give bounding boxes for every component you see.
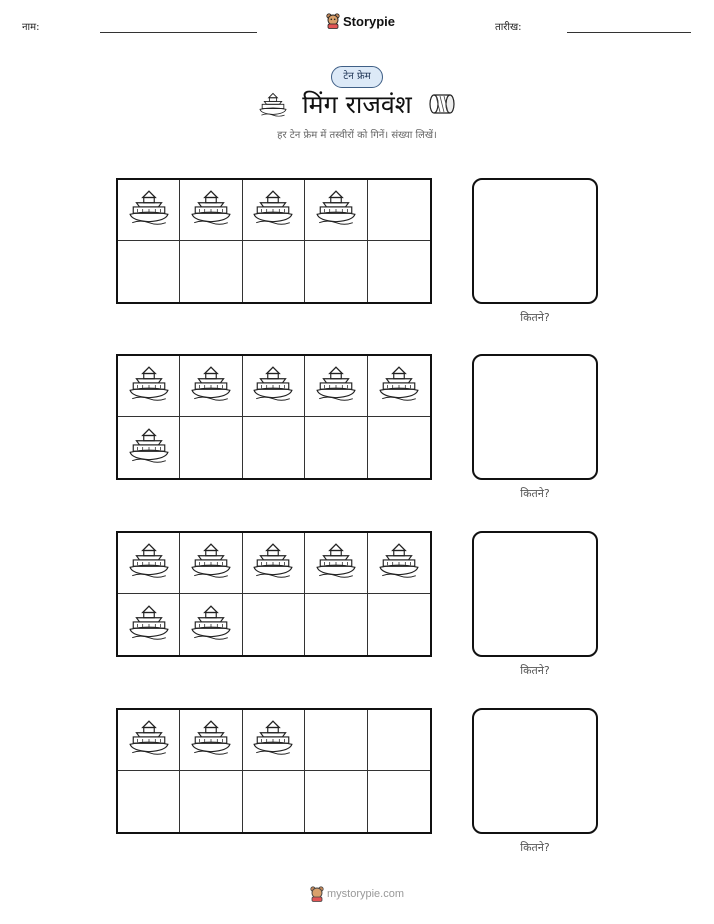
palace-icon	[252, 364, 294, 408]
ten-frame-cell	[305, 594, 367, 655]
ten-frame-cell	[180, 710, 242, 771]
ten-frame-cell	[368, 771, 430, 832]
palace-icon	[128, 718, 170, 762]
palace-icon	[252, 188, 294, 232]
palace-icon	[315, 541, 357, 585]
ten-frame-cell	[180, 241, 242, 302]
ten-frame-cell	[305, 417, 367, 478]
ten-frame-cell	[243, 533, 305, 594]
ten-frame-cell	[368, 533, 430, 594]
count-prompt: कितने?	[520, 841, 550, 854]
name-label: नाम:	[22, 22, 40, 33]
ten-frame-cell	[118, 710, 180, 771]
date-line[interactable]	[567, 32, 691, 33]
ten-frame-cell	[243, 771, 305, 832]
palace-icon	[128, 364, 170, 408]
brand-logo	[326, 13, 395, 29]
page-title: मिंग राजवंश	[302, 90, 412, 119]
count-prompt: कितने?	[520, 487, 550, 500]
answer-box[interactable]	[472, 531, 598, 657]
ten-frame-cell	[180, 771, 242, 832]
palace-icon	[378, 364, 420, 408]
ten-frame	[116, 354, 432, 480]
ten-frame-cell	[368, 356, 430, 417]
instructions: हर टेन फ्रेम में तस्वीरों को गिनें। संख्या लिखें।	[277, 130, 437, 141]
palace-icon	[252, 541, 294, 585]
ten-frame-cell	[305, 241, 367, 302]
ten-frame-cell	[368, 180, 430, 241]
ten-frame-cell	[180, 356, 242, 417]
palace-icon	[190, 718, 232, 762]
palace-icon	[315, 364, 357, 408]
palace-icon	[128, 426, 170, 470]
answer-box[interactable]	[472, 708, 598, 834]
palace-icon	[190, 188, 232, 232]
ten-frame-cell	[243, 594, 305, 655]
ten-frame-cell	[180, 533, 242, 594]
ten-frame-cell	[118, 241, 180, 302]
mascot-icon	[310, 886, 324, 902]
ten-frame-cell	[180, 594, 242, 655]
ten-frame-cell	[118, 417, 180, 478]
ten-frame-cell	[368, 241, 430, 302]
answer-box[interactable]	[472, 178, 598, 304]
ten-frame-cell	[305, 533, 367, 594]
ten-frame	[116, 178, 432, 304]
ten-frame	[116, 531, 432, 657]
ten-frame-cell	[243, 417, 305, 478]
palace-icon	[128, 603, 170, 647]
answer-box[interactable]	[472, 354, 598, 480]
brand-name: Storypie	[343, 13, 396, 29]
date-label: तारीख:	[495, 22, 522, 33]
palace-icon	[252, 718, 294, 762]
palace-icon	[190, 364, 232, 408]
name-line[interactable]	[100, 32, 257, 33]
ten-frame-cell	[118, 771, 180, 832]
ten-frame-cell	[180, 417, 242, 478]
count-prompt: कितने?	[520, 311, 550, 324]
ten-frame-cell	[305, 710, 367, 771]
ten-frame-cell	[243, 710, 305, 771]
footer-url: mystorypie.com	[327, 888, 405, 900]
ten-frame-cell	[368, 417, 430, 478]
palace-icon	[190, 541, 232, 585]
ten-frame-cell	[243, 356, 305, 417]
count-prompt: कितने?	[520, 664, 550, 677]
footer	[310, 886, 404, 902]
ten-frame-cell	[243, 241, 305, 302]
ten-frame-cell	[180, 180, 242, 241]
mascot-icon	[326, 13, 340, 29]
topic-badge: टेन फ्रेम	[331, 66, 383, 88]
palace-icon	[378, 541, 420, 585]
ten-frame-cell	[368, 594, 430, 655]
ten-frame-cell	[368, 710, 430, 771]
ten-frame-cell	[118, 180, 180, 241]
ten-frame	[116, 708, 432, 834]
ten-frame-cell	[305, 356, 367, 417]
palace-icon	[190, 603, 232, 647]
ten-frame-cell	[243, 180, 305, 241]
ten-frame-cell	[305, 180, 367, 241]
ten-frame-cell	[118, 356, 180, 417]
ten-frame-cell	[305, 771, 367, 832]
ten-frame-cell	[118, 594, 180, 655]
drum-icon	[428, 92, 456, 120]
palace-icon	[128, 188, 170, 232]
ten-frame-cell	[118, 533, 180, 594]
palace-icon	[315, 188, 357, 232]
palace-icon	[128, 541, 170, 585]
